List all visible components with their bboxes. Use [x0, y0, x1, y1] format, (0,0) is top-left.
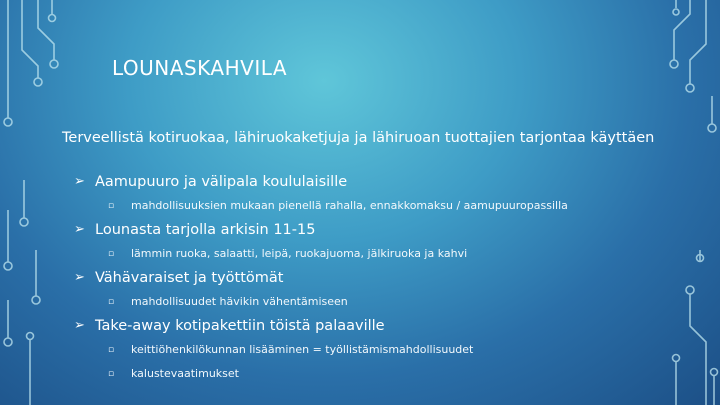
bullet-item	[74, 218, 674, 242]
arrow-bullet-icon: ➢	[74, 174, 85, 189]
arrow-bullet-icon: ➢	[74, 270, 85, 285]
arrow-bullet-icon: ➢	[74, 318, 85, 333]
bullet-text: Aamupuuro ja välipala koululaisille	[95, 174, 348, 190]
slide-title: LOUNASKAHVILA	[112, 56, 287, 80]
square-bullet-icon: ▫	[108, 201, 115, 211]
sub-bullet-item	[74, 242, 674, 266]
sub-bullet-text: kalustevaatimukset	[131, 367, 239, 380]
square-bullet-icon: ▫	[108, 345, 115, 355]
bullet-item	[74, 314, 674, 338]
sub-bullet-item	[74, 290, 674, 314]
sub-bullet-text: lämmin ruoka, salaatti, leipä, ruokajuoma, jälkiruoka ja kahvi	[131, 247, 468, 260]
sub-bullet-item	[74, 362, 674, 386]
bullet-text: Vähävaraiset ja työttömät	[95, 270, 284, 286]
square-bullet-icon: ▫	[108, 249, 115, 259]
sub-bullet-item	[74, 194, 674, 218]
bullet-list	[74, 170, 674, 386]
arrow-bullet-icon: ➢	[74, 222, 85, 237]
sub-bullet-text: mahdollisuuksien mukaan pienellä rahalla, ennakkomaksu / aamupuuropassilla	[131, 199, 568, 212]
square-bullet-icon: ▫	[108, 369, 115, 379]
square-bullet-icon: ▫	[108, 297, 115, 307]
bullet-item	[74, 170, 674, 194]
bullet-text: Take-away kotipakettiin töistä palaaville	[95, 318, 385, 334]
sub-bullet-text: mahdollisuudet hävikin vähentämiseen	[131, 295, 348, 308]
bullet-text: Lounasta tarjolla arkisin 11-15	[95, 222, 316, 238]
slide-subtitle: Terveellistä kotiruokaa, lähiruokaketjuja ja lähiruoan tuottajien tarjontaa käyttäen	[62, 130, 655, 146]
bullet-item	[74, 266, 674, 290]
sub-bullet-item	[74, 338, 674, 362]
sub-bullet-text: keittiöhenkilökunnan lisääminen = työllistämismahdollisuudet	[131, 343, 474, 356]
